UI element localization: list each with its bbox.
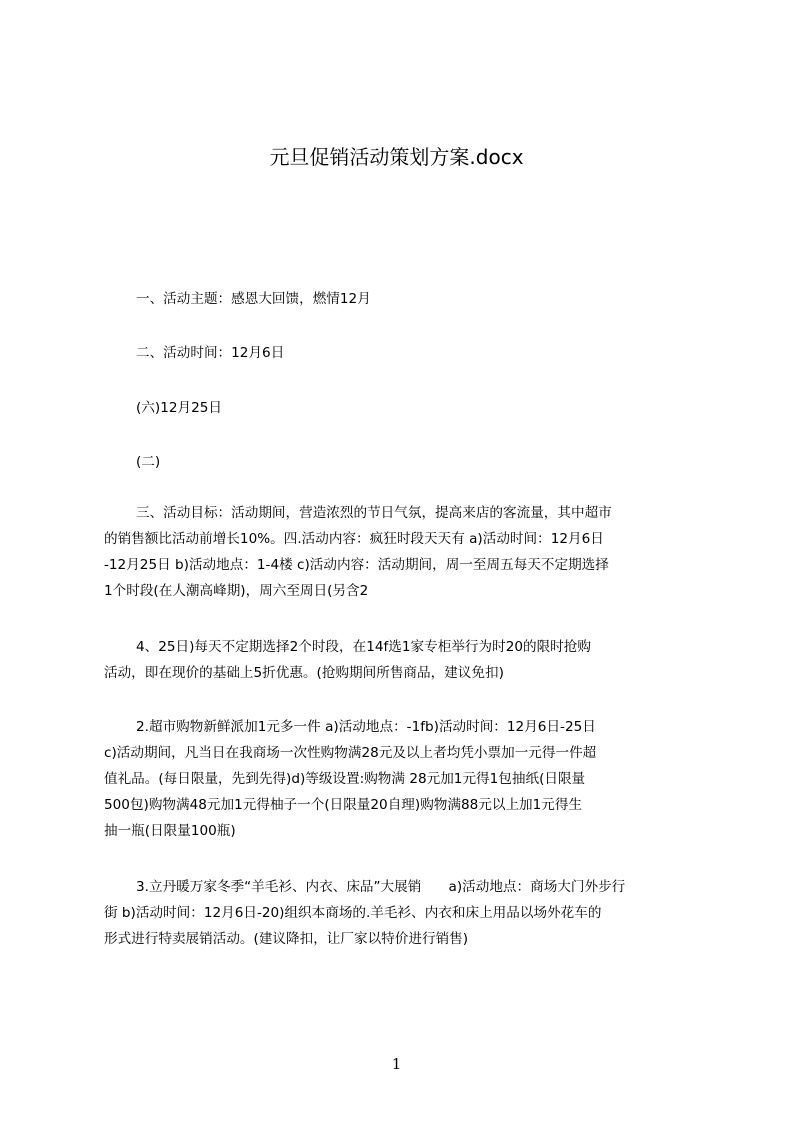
paragraph-line: 500包)购物满48元加1元得柚子一个(日限量20自理)购物满88元以上加1元得生 xyxy=(104,797,583,813)
paragraph-line: (六)12月25日 xyxy=(136,400,222,416)
paragraph-line: 二、活动时间：12月6日 xyxy=(136,345,285,361)
paragraph-winter-sale xyxy=(104,874,698,952)
paragraph-line: c)活动期间，凡当日在我商场一次性购物满28元及以上者均凭小票加一元得一件超 xyxy=(104,745,597,761)
paragraph-flash-sale xyxy=(104,634,698,686)
paragraph-line: 2.超市购物新鲜派加1元多一件 a)活动地点：-1fb)活动时间：12月6日-25日 xyxy=(136,719,596,735)
paragraph-line: 1个时段(在人潮高峰期)，周六至周日(另含2 xyxy=(104,583,369,599)
paragraph-line: 形式进行特卖展销活动。(建议降扣，让厂家以特价进行销售) xyxy=(104,931,469,947)
paragraph-line: 一、活动主题：感恩大回馈，燃情12月 xyxy=(136,291,371,307)
document-title: 元旦促销活动策划方案.docx xyxy=(269,145,524,169)
paragraph-activity-time xyxy=(104,340,698,366)
paragraph-line: 街 b)活动时间：12月6日-20)组织本商场的.羊毛衫、内衣和床上用品以场外花车的 xyxy=(104,905,602,921)
paragraph-time-saturday xyxy=(104,395,698,421)
paragraph-time-tuesday xyxy=(104,449,698,475)
paragraph-activity-theme xyxy=(104,286,698,312)
paragraph-line: 值礼品。(每日限量，先到先得)d)等级设置:购物满 28元加1元得1包抽纸(日限量 xyxy=(104,771,586,787)
paragraph-line: 三、活动目标：活动期间，营造浓烈的节日气氛，提高来店的客流量，其中超市 xyxy=(136,505,612,521)
paragraph-line: -12月25日 b)活动地点：1-4楼 c)活动内容：活动期间，周一至周五每天不定期选择 xyxy=(104,557,609,573)
paragraph-supermarket-promo xyxy=(104,714,698,844)
paragraph-line: 的销售额比活动前增长10%。四.活动内容：疯狂时段天天有 a)活动时间：12月6日 xyxy=(104,531,604,547)
paragraph-line: 抽一瓶(日限量100瓶) xyxy=(104,823,236,839)
paragraph-line: 活动，即在现价的基础上5折优惠。(抢购期间所售商品，建议免扣) xyxy=(104,665,504,681)
paragraph-line: 3.立丹暖万家冬季“羊毛衫、内衣、床品”大展销 a)活动地点：商场大门外步行 xyxy=(136,879,626,895)
paragraph-line: (二) xyxy=(136,454,161,470)
paragraph-line: 4、25日)每天不定期选择2个时段，在14f选1家专柜举行为时20的限时抢购 xyxy=(136,639,591,655)
paragraph-activity-goal xyxy=(104,500,698,604)
page-number: 1 xyxy=(391,1055,402,1073)
